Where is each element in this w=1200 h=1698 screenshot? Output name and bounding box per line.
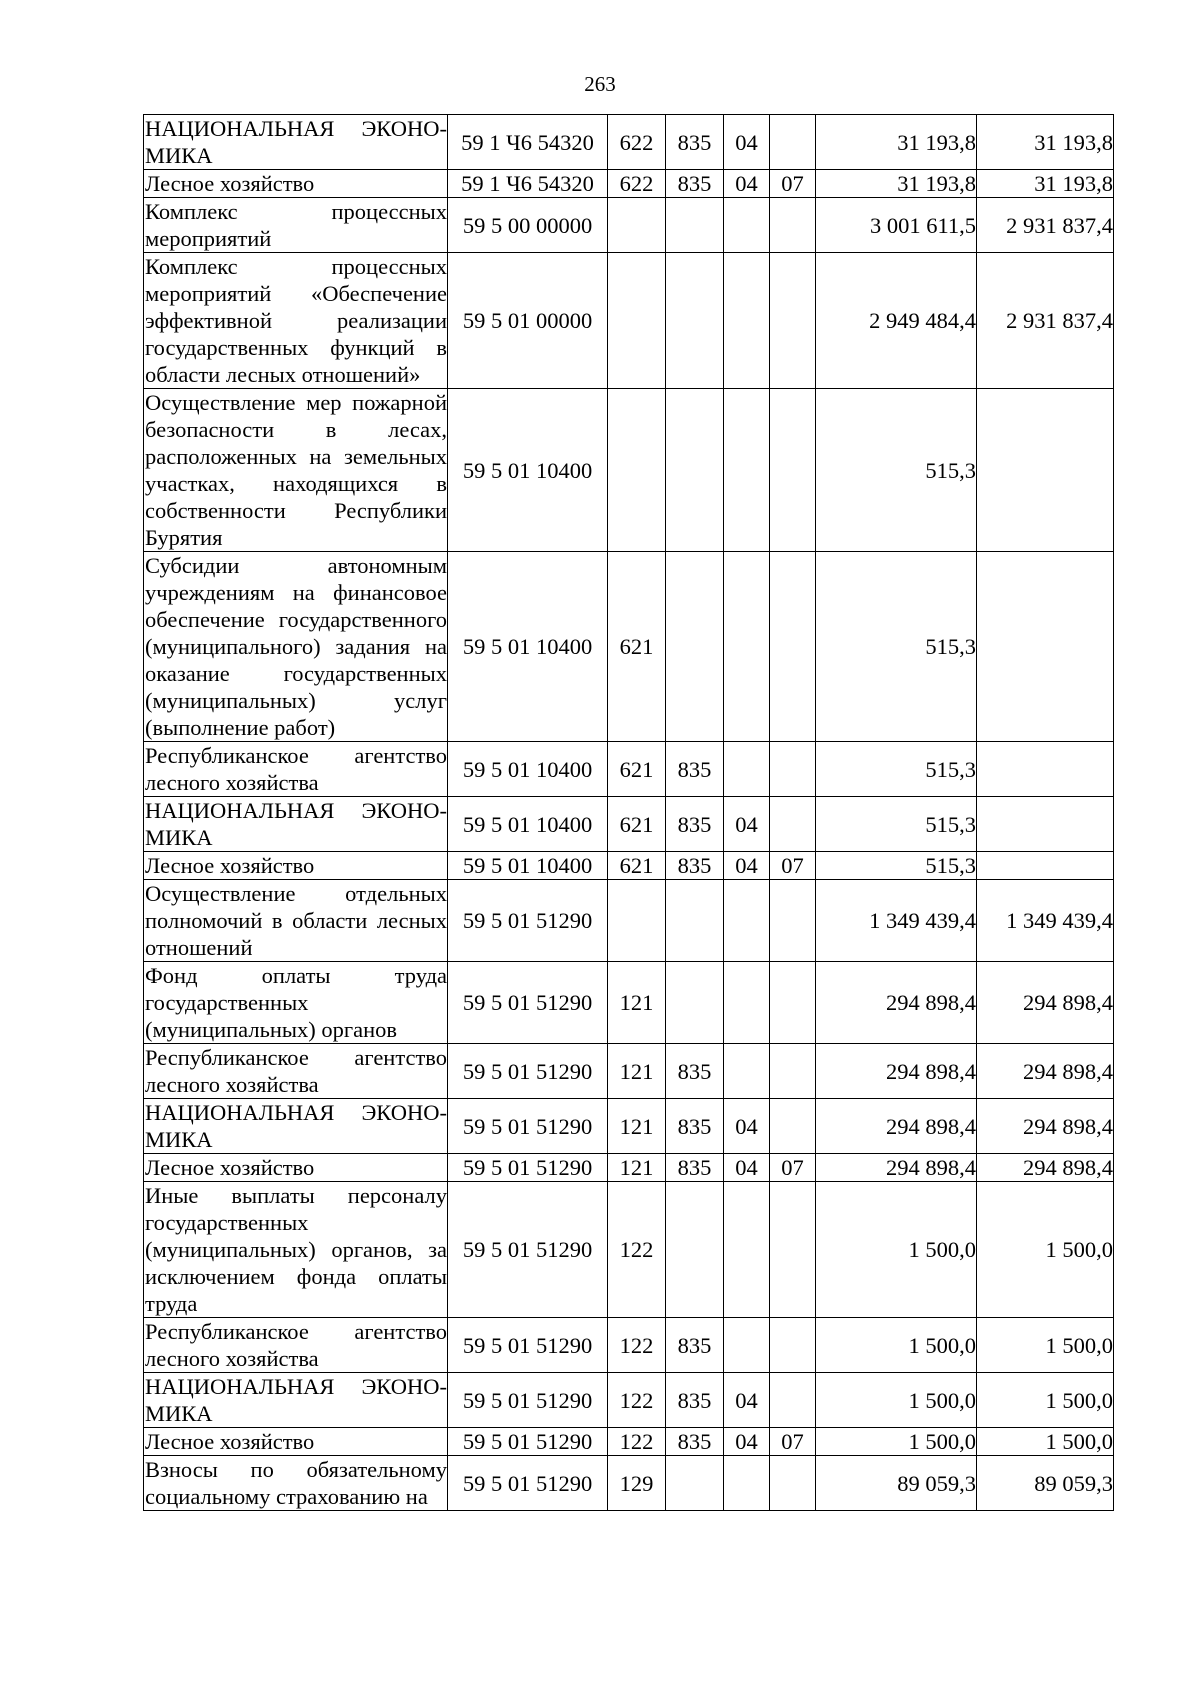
row-amount-year2 — [977, 552, 1114, 742]
row-expense-type: 121 — [608, 1099, 666, 1154]
row-admin-code — [666, 962, 724, 1044]
row-subsection — [770, 1318, 816, 1373]
row-subsection — [770, 1099, 816, 1154]
row-expense-type — [608, 198, 666, 253]
row-name: НАЦИОНАЛЬНАЯ ЭКОНО-МИКА — [145, 1374, 447, 1426]
row-target-code: 59 5 01 51290 — [448, 1182, 608, 1318]
row-amount-year2: 294 898,4 — [977, 1099, 1114, 1154]
row-amount-year1: 515,3 — [816, 797, 977, 852]
row-subsection: 07 — [770, 1428, 816, 1456]
row-expense-type: 129 — [608, 1456, 666, 1511]
row-target-code: 59 5 01 10400 — [448, 552, 608, 742]
row-subsection — [770, 552, 816, 742]
row-amount-year2: 294 898,4 — [977, 1044, 1114, 1099]
row-amount-year2: 1 500,0 — [977, 1182, 1114, 1318]
row-subsection — [770, 1456, 816, 1511]
row-name: Лесное хозяйство — [144, 852, 448, 880]
table-row — [144, 170, 1114, 198]
row-section — [724, 1044, 770, 1099]
row-subsection — [770, 1373, 816, 1428]
row-amount-year2: 1 500,0 — [977, 1373, 1114, 1428]
row-amount-year2: 31 193,8 — [977, 170, 1114, 198]
row-name: Республиканское агентство лесного хозяйства — [145, 743, 447, 795]
row-section: 04 — [724, 852, 770, 880]
row-target-code: 59 5 00 00000 — [448, 198, 608, 253]
row-name: Взносы по обязательному социальному страхованию на — [145, 1457, 447, 1509]
row-expense-type — [608, 880, 666, 962]
row-amount-year2: 2 931 837,4 — [977, 253, 1114, 389]
row-expense-type: 621 — [608, 552, 666, 742]
row-section — [724, 389, 770, 552]
row-subsection: 07 — [770, 852, 816, 880]
table-row — [144, 1044, 1114, 1099]
row-name: Лесное хозяйство — [144, 170, 448, 198]
row-admin-code: 835 — [666, 1044, 724, 1099]
row-target-code: 59 5 01 00000 — [448, 253, 608, 389]
row-amount-year1: 515,3 — [816, 552, 977, 742]
row-admin-code: 835 — [666, 1428, 724, 1456]
row-expense-type: 621 — [608, 742, 666, 797]
row-section — [724, 1456, 770, 1511]
row-admin-code: 835 — [666, 1099, 724, 1154]
row-expense-type: 122 — [608, 1318, 666, 1373]
row-expense-type: 122 — [608, 1428, 666, 1456]
row-amount-year1: 1 500,0 — [816, 1428, 977, 1456]
table-row — [144, 852, 1114, 880]
table-row — [144, 253, 1114, 389]
row-expense-type: 622 — [608, 115, 666, 170]
row-name: Фонд оплаты труда государственных (муниципальных) органов — [145, 963, 447, 1042]
row-subsection — [770, 389, 816, 552]
row-name: НАЦИОНАЛЬНАЯ ЭКОНО-МИКА — [145, 1100, 447, 1152]
row-name: Осуществление отдельных полномочий в области лесных отношений — [145, 881, 447, 960]
table-row — [144, 1182, 1114, 1318]
row-amount-year1: 515,3 — [816, 852, 977, 880]
row-section — [724, 962, 770, 1044]
row-amount-year1: 89 059,3 — [816, 1456, 977, 1511]
row-admin-code: 835 — [666, 797, 724, 852]
row-section — [724, 198, 770, 253]
row-section: 04 — [724, 115, 770, 170]
row-expense-type: 621 — [608, 852, 666, 880]
row-section: 04 — [724, 1428, 770, 1456]
row-target-code: 59 5 01 51290 — [448, 1154, 608, 1182]
row-admin-code — [666, 880, 724, 962]
row-amount-year2: 1 500,0 — [977, 1318, 1114, 1373]
row-amount-year2: 1 349 439,4 — [977, 880, 1114, 962]
row-amount-year1: 294 898,4 — [816, 1099, 977, 1154]
row-target-code: 59 5 01 51290 — [448, 962, 608, 1044]
row-admin-code: 835 — [666, 1154, 724, 1182]
row-subsection — [770, 962, 816, 1044]
row-target-code: 59 5 01 51290 — [448, 1373, 608, 1428]
table-row — [144, 389, 1114, 552]
table-row — [144, 1318, 1114, 1373]
table-row — [144, 880, 1114, 962]
row-amount-year1: 2 949 484,4 — [816, 253, 977, 389]
row-section — [724, 552, 770, 742]
row-amount-year1: 1 500,0 — [816, 1318, 977, 1373]
table-row — [144, 1099, 1114, 1154]
row-name: Иные выплаты персоналу государственных (муниципальных) органов, за исключением фонда оплаты труда — [145, 1183, 447, 1316]
row-subsection — [770, 742, 816, 797]
row-amount-year2 — [977, 797, 1114, 852]
table-body — [144, 115, 1114, 1511]
table-row — [144, 962, 1114, 1044]
row-amount-year1: 294 898,4 — [816, 1044, 977, 1099]
row-target-code: 59 5 01 10400 — [448, 852, 608, 880]
row-section — [724, 742, 770, 797]
row-target-code: 59 5 01 10400 — [448, 389, 608, 552]
row-amount-year2 — [977, 742, 1114, 797]
budget-table — [143, 114, 1114, 1511]
table-row — [144, 198, 1114, 253]
row-target-code: 59 5 01 10400 — [448, 797, 608, 852]
row-amount-year2: 294 898,4 — [977, 1154, 1114, 1182]
row-expense-type: 122 — [608, 1373, 666, 1428]
row-name: Лесное хозяйство — [144, 1428, 448, 1456]
table-row — [144, 1456, 1114, 1511]
row-name: Республиканское агентство лесного хозяйства — [145, 1045, 447, 1097]
row-subsection — [770, 1044, 816, 1099]
row-amount-year1: 31 193,8 — [816, 170, 977, 198]
row-name: Комплекс процессных мероприятий — [145, 199, 447, 251]
row-section: 04 — [724, 797, 770, 852]
row-target-code: 59 5 01 51290 — [448, 1428, 608, 1456]
row-name: Субсидии автономным учреждениям на финансовое обеспечение государственного (муниципального) задания на оказание государственных (муниципальных) услуг (выполнение работ) — [145, 553, 447, 740]
row-admin-code — [666, 198, 724, 253]
row-amount-year1: 1 500,0 — [816, 1182, 977, 1318]
row-admin-code: 835 — [666, 1373, 724, 1428]
row-expense-type — [608, 253, 666, 389]
row-amount-year2: 89 059,3 — [977, 1456, 1114, 1511]
row-subsection — [770, 797, 816, 852]
table-row — [144, 552, 1114, 742]
row-amount-year1: 515,3 — [816, 742, 977, 797]
row-subsection — [770, 880, 816, 962]
row-target-code: 59 5 01 51290 — [448, 880, 608, 962]
row-amount-year2 — [977, 852, 1114, 880]
row-section — [724, 253, 770, 389]
row-subsection — [770, 198, 816, 253]
row-amount-year1: 294 898,4 — [816, 962, 977, 1044]
row-subsection: 07 — [770, 170, 816, 198]
row-admin-code: 835 — [666, 170, 724, 198]
row-name: Осуществление мер пожарной безопасности в лесах, расположенных на земельных участках, находящихся в собственности Республики Бурятия — [145, 390, 447, 550]
row-section: 04 — [724, 1099, 770, 1154]
row-amount-year1: 31 193,8 — [816, 115, 977, 170]
row-expense-type: 121 — [608, 1044, 666, 1099]
row-admin-code — [666, 1456, 724, 1511]
table-row — [144, 1373, 1114, 1428]
row-amount-year1: 3 001 611,5 — [816, 198, 977, 253]
row-target-code: 59 5 01 51290 — [448, 1044, 608, 1099]
row-target-code: 59 5 01 10400 — [448, 742, 608, 797]
row-name: Лесное хозяйство — [144, 1154, 448, 1182]
row-amount-year2: 31 193,8 — [977, 115, 1114, 170]
row-admin-code — [666, 1182, 724, 1318]
table-row — [144, 742, 1114, 797]
table-row — [144, 1428, 1114, 1456]
row-amount-year1: 515,3 — [816, 389, 977, 552]
row-expense-type: 621 — [608, 797, 666, 852]
row-target-code: 59 1 Ч6 54320 — [448, 170, 608, 198]
row-expense-type — [608, 389, 666, 552]
row-admin-code — [666, 253, 724, 389]
row-admin-code: 835 — [666, 1318, 724, 1373]
row-admin-code: 835 — [666, 852, 724, 880]
row-expense-type: 622 — [608, 170, 666, 198]
row-expense-type: 121 — [608, 962, 666, 1044]
row-amount-year1: 1 349 439,4 — [816, 880, 977, 962]
row-amount-year1: 1 500,0 — [816, 1373, 977, 1428]
row-target-code: 59 5 01 51290 — [448, 1456, 608, 1511]
row-amount-year2 — [977, 389, 1114, 552]
row-section — [724, 1318, 770, 1373]
row-admin-code: 835 — [666, 115, 724, 170]
row-amount-year2: 294 898,4 — [977, 962, 1114, 1044]
table-row — [144, 1154, 1114, 1182]
table-row — [144, 797, 1114, 852]
row-name: НАЦИОНАЛЬНАЯ ЭКОНО-МИКА — [145, 798, 447, 850]
row-subsection: 07 — [770, 1154, 816, 1182]
row-name: Комплекс процессных мероприятий «Обеспечение эффективной реализации государственных функций в области лесных отношений» — [145, 254, 447, 387]
row-section — [724, 1182, 770, 1318]
row-section: 04 — [724, 1373, 770, 1428]
table-row — [144, 115, 1114, 170]
row-amount-year2: 2 931 837,4 — [977, 198, 1114, 253]
row-target-code: 59 1 Ч6 54320 — [448, 115, 608, 170]
row-admin-code: 835 — [666, 742, 724, 797]
row-subsection — [770, 1182, 816, 1318]
row-subsection — [770, 115, 816, 170]
row-expense-type: 122 — [608, 1182, 666, 1318]
row-admin-code — [666, 552, 724, 742]
row-name: НАЦИОНАЛЬНАЯ ЭКОНО-МИКА — [145, 116, 447, 168]
row-admin-code — [666, 389, 724, 552]
row-amount-year2: 1 500,0 — [977, 1428, 1114, 1456]
row-section — [724, 880, 770, 962]
row-subsection — [770, 253, 816, 389]
row-target-code: 59 5 01 51290 — [448, 1318, 608, 1373]
row-section: 04 — [724, 170, 770, 198]
page-number: 263 — [584, 72, 616, 96]
row-expense-type: 121 — [608, 1154, 666, 1182]
row-name: Республиканское агентство лесного хозяйства — [145, 1319, 447, 1371]
row-target-code: 59 5 01 51290 — [448, 1099, 608, 1154]
row-section: 04 — [724, 1154, 770, 1182]
row-amount-year1: 294 898,4 — [816, 1154, 977, 1182]
